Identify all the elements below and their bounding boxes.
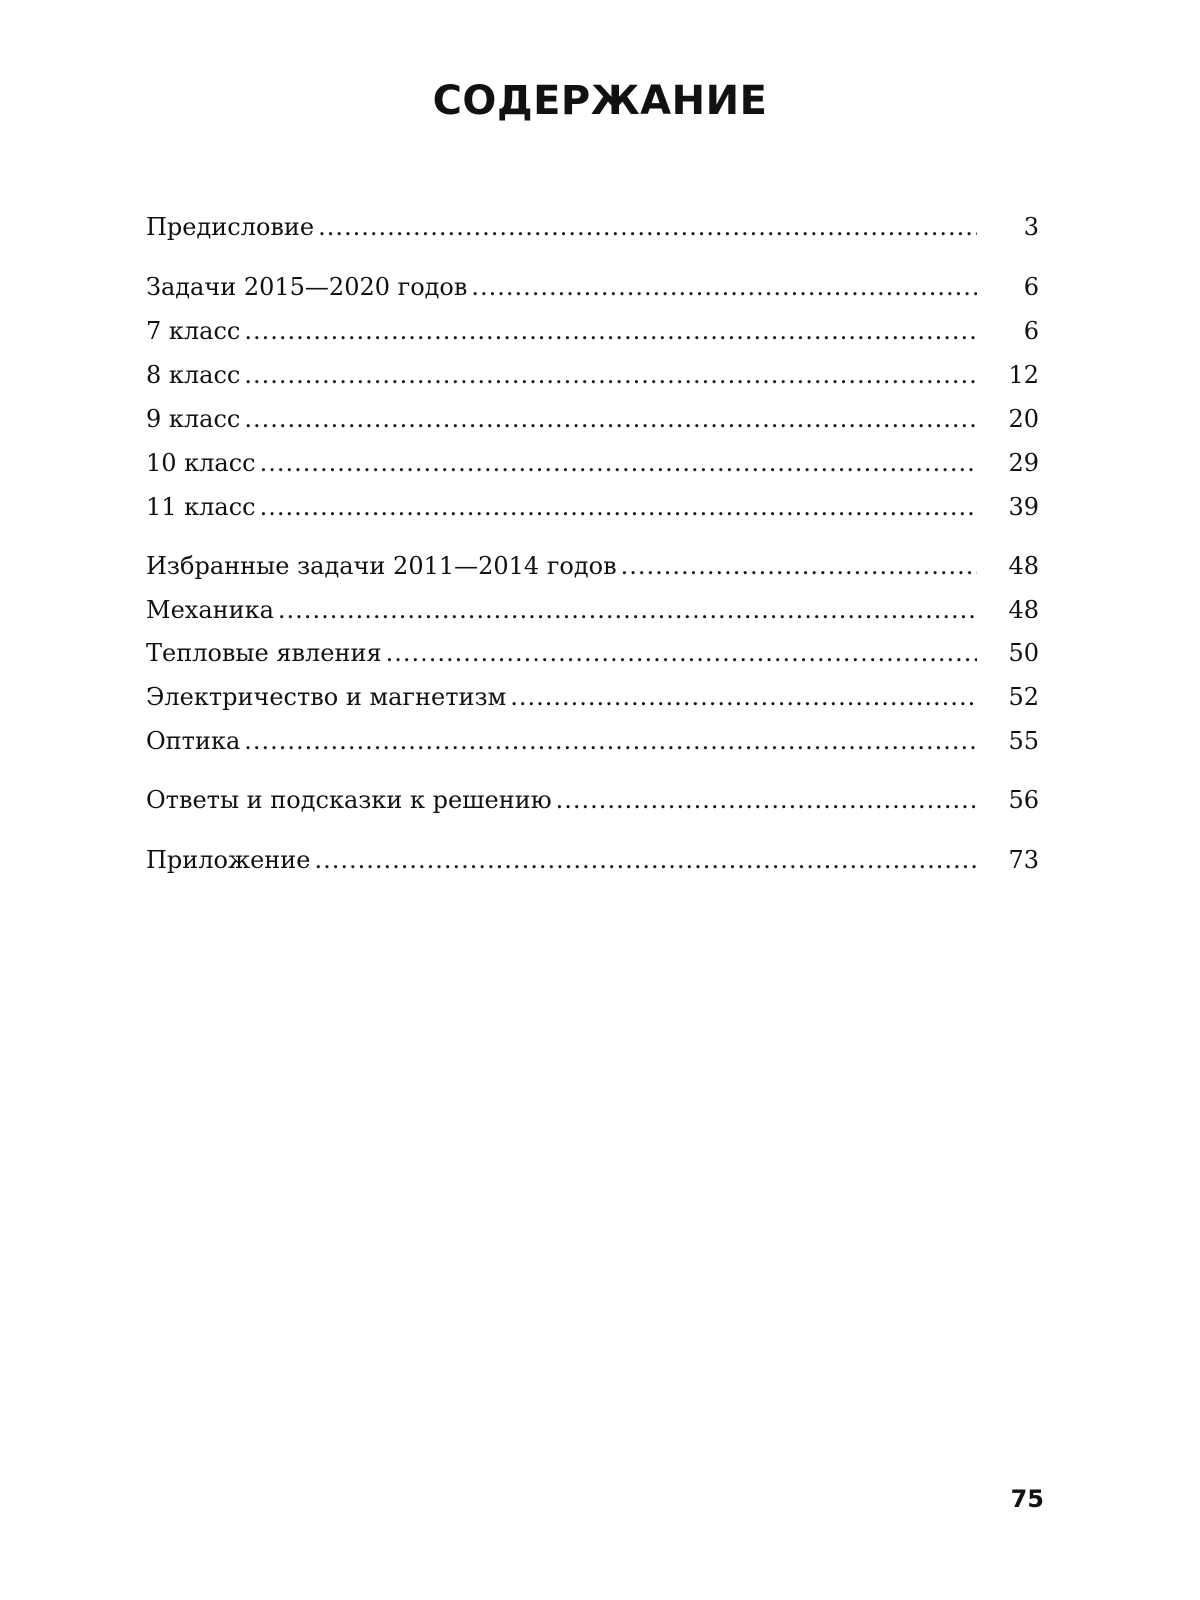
dot-leader	[314, 843, 977, 877]
toc-entry-answers	[146, 783, 1039, 817]
toc-entry-appendix	[146, 843, 1039, 877]
dot-leader	[244, 314, 977, 348]
dot-leader	[244, 402, 977, 436]
dot-leader	[510, 680, 977, 714]
toc-entry-page: 12	[1008, 361, 1039, 389]
toc-entry-grade-8	[146, 358, 1039, 392]
toc-entry-label: 8 класс	[146, 361, 241, 389]
toc-entry-label: Приложение	[146, 846, 311, 874]
toc-entry-grade-9	[146, 402, 1039, 436]
toc-entry-page: 6	[1023, 317, 1039, 345]
toc-entry-label: 7 класс	[146, 317, 241, 345]
toc-entry-selected-2011-2014	[146, 549, 1039, 583]
toc-entry-grade-10	[146, 446, 1039, 480]
toc-entry-label: Электричество и магнетизм	[146, 683, 507, 711]
dot-leader	[260, 446, 977, 480]
toc-entry-page: 55	[1008, 727, 1039, 755]
toc-entry-label: 11 класс	[146, 493, 256, 521]
dot-leader	[278, 593, 977, 627]
toc-entry-label: Механика	[146, 596, 274, 624]
toc-entry-electromagnetism	[146, 680, 1039, 714]
toc-entry-label: 9 класс	[146, 405, 241, 433]
toc-entry-mechanics	[146, 593, 1039, 627]
dot-leader	[260, 490, 977, 524]
toc-entry-label: Задачи 2015—2020 годов	[146, 273, 468, 301]
dot-leader	[556, 783, 977, 817]
toc-entry-page: 20	[1008, 405, 1039, 433]
toc-entry-page: 48	[1008, 596, 1039, 624]
toc-entry-page: 29	[1008, 449, 1039, 477]
toc-entry-label: Ответы и подсказки к решению	[146, 786, 552, 814]
toc-entry-page: 73	[1008, 846, 1039, 874]
toc-entry-page: 3	[1023, 213, 1039, 241]
toc-entry-page: 56	[1008, 786, 1039, 814]
toc-entry-label: Тепловые явления	[146, 639, 382, 667]
toc-entry-page: 6	[1023, 273, 1039, 301]
toc-entry-page: 52	[1008, 683, 1039, 711]
toc-entry-label: Предисловие	[146, 213, 315, 241]
toc-entry-problems-2015-2020	[146, 270, 1039, 304]
toc-entry-page: 50	[1008, 639, 1039, 667]
dot-leader	[621, 549, 977, 583]
page-title: СОДЕРЖАНИЕ	[432, 78, 768, 124]
toc-entry-label: 10 класс	[146, 449, 256, 477]
page-number: 75	[1010, 1485, 1044, 1513]
toc-entry-grade-7	[146, 314, 1039, 348]
dot-leader	[471, 270, 977, 304]
toc-entry-label: Избранные задачи 2011—2014 годов	[146, 552, 617, 580]
dot-leader	[244, 724, 977, 758]
toc-entry-thermal	[146, 636, 1039, 670]
toc-entry-page: 48	[1008, 552, 1039, 580]
toc-entry-grade-11	[146, 490, 1039, 524]
dot-leader	[244, 358, 977, 392]
dot-leader	[386, 636, 977, 670]
toc-entry-page: 39	[1008, 493, 1039, 521]
toc-entry-preface	[146, 210, 1039, 244]
toc-entry-label: Оптика	[146, 727, 241, 755]
dot-leader	[318, 210, 977, 244]
toc-entry-optics	[146, 724, 1039, 758]
